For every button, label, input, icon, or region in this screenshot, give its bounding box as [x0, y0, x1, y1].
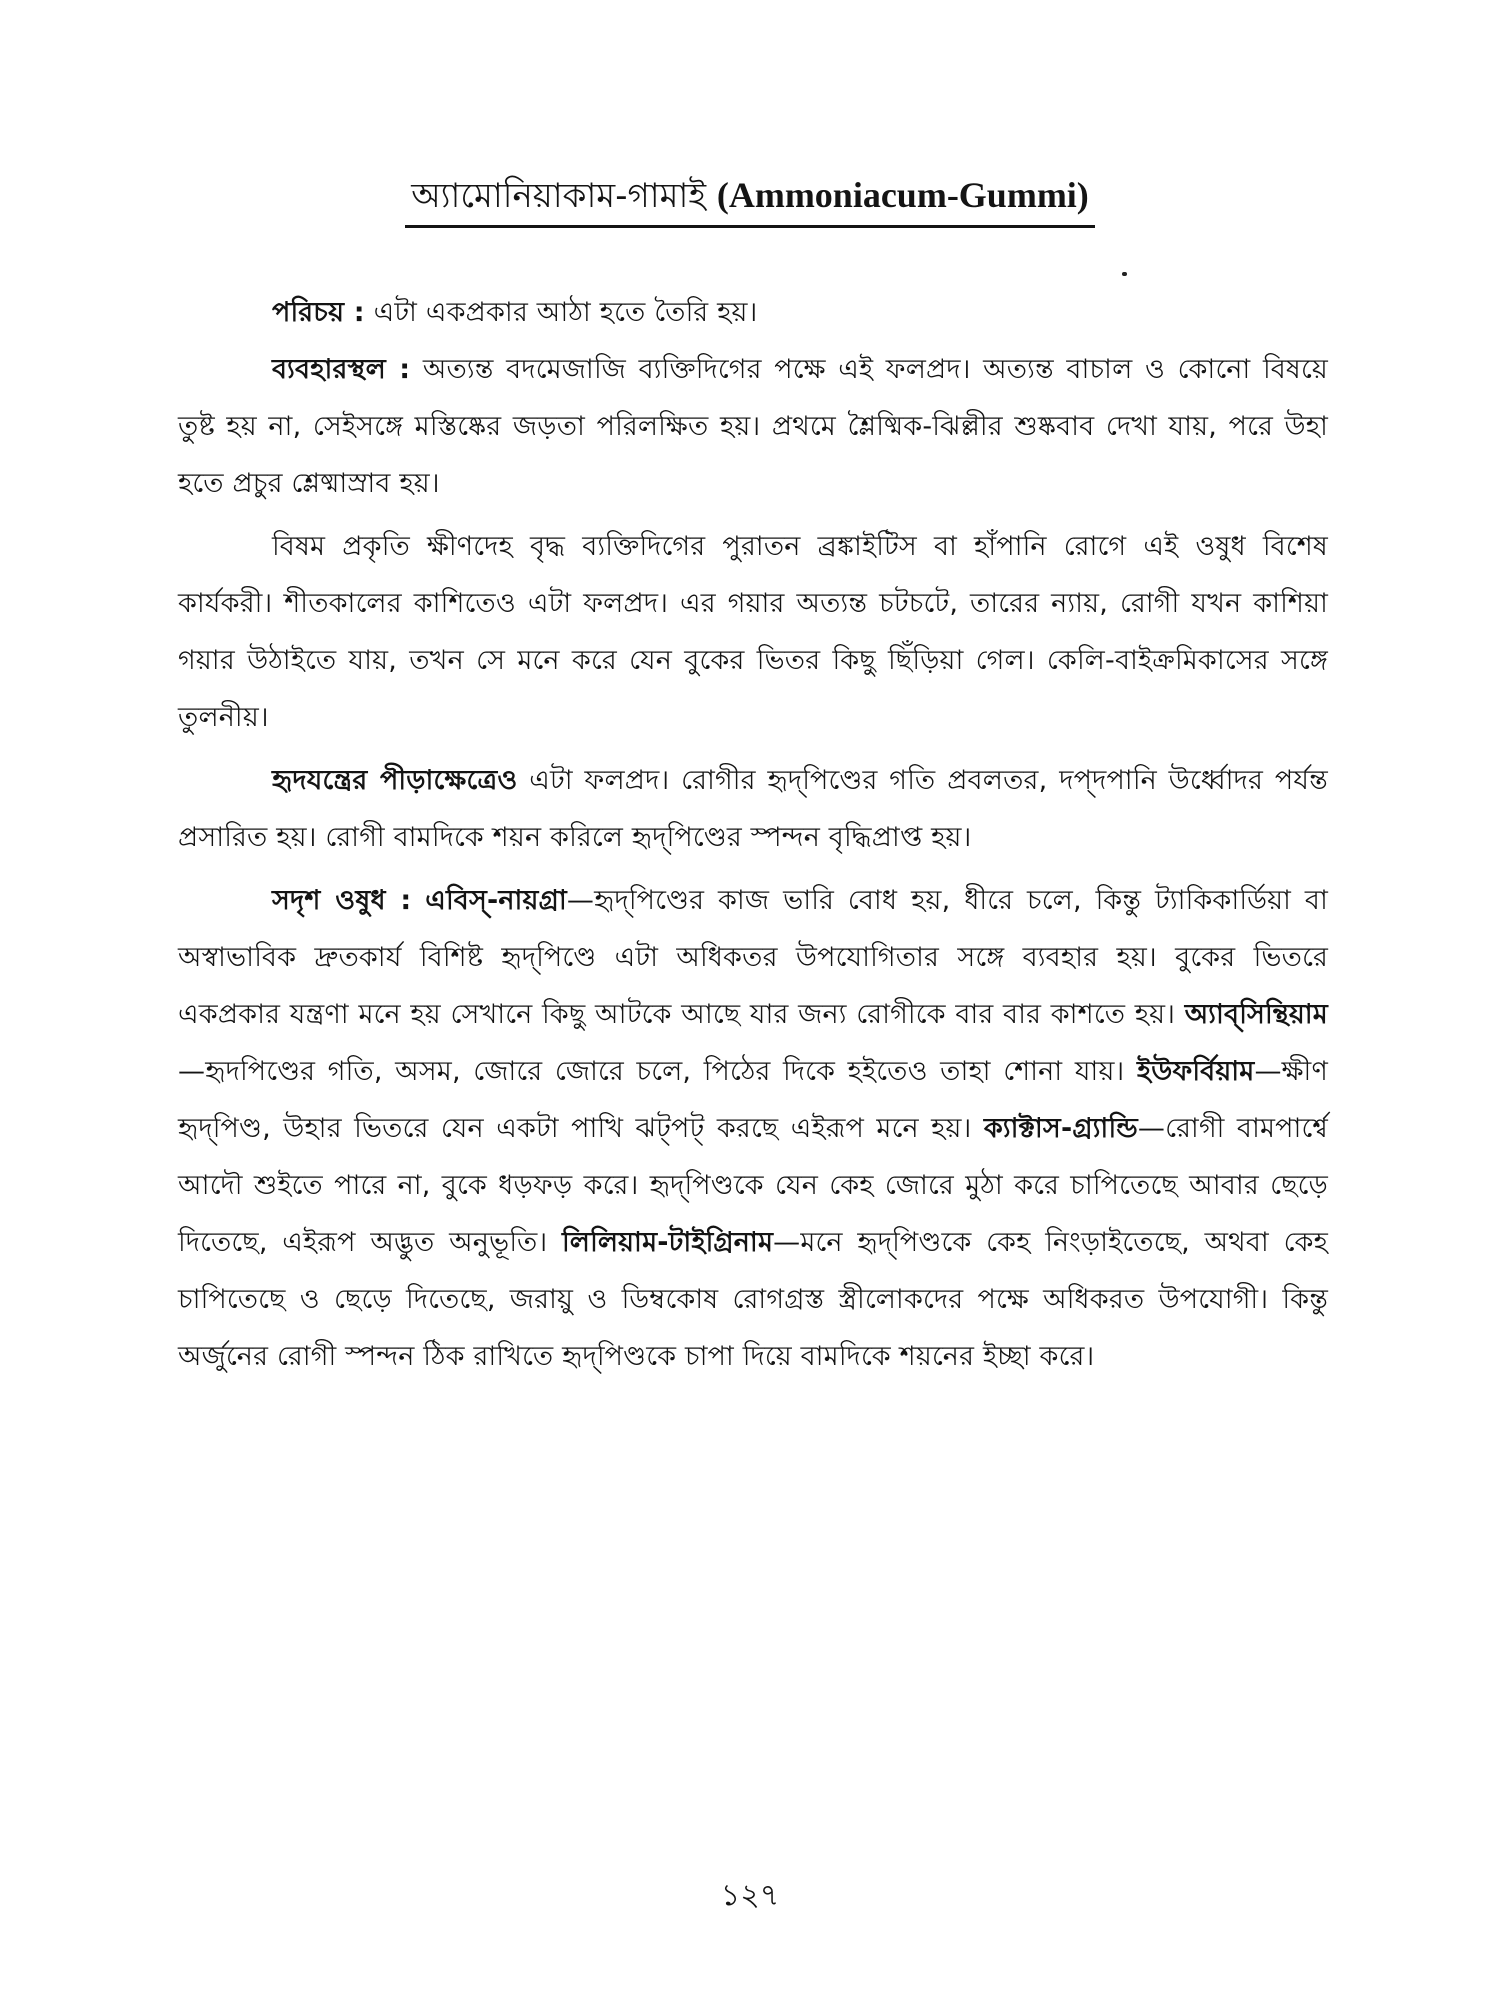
remedy-cactus-grandiflorus: ক্যাক্টাস-গ্র্যান্ডি: [983, 1113, 1138, 1144]
paragraph-intro: [178, 284, 1328, 341]
title-latin: (Ammoniacum-Gummi): [716, 175, 1089, 215]
remedy-euphorbium: ইউফর্বিয়াম: [1136, 1056, 1255, 1087]
intro-text: এটা একপ্রকার আঠা হতে তৈরি হয়।: [373, 297, 758, 328]
bronchitis-text: বিষম প্রকৃতি ক্ষীণদেহ বৃদ্ধ ব্যক্তিদিগের পুরাতন ব্রঙ্কাইটিস বা হাঁপানি রোগে এই ওষুধ বিশেষ কার্যকরী। শীতকালের কাশিতেও এটা ফলপ্রদ। এর গয়ার অত্যন্ত চটচটে, তারের ন্যায়, রোগী যখন কাশিয়া গয়ার উঠাইতে যায়, তখন সে মনে করে যেন বুকের ভিতর কিছু ছিঁড়িয়া গেল। কেলি-বাইক্রমিকাসের সঙ্গে তুলনীয়।: [178, 531, 1328, 733]
page-number: ১২৭: [720, 1878, 780, 1913]
remedy-euphorbium-text: —ক্ষীণ হৃদ্‌পিণ্ড, উহার ভিতরে যেন একটা পাখি ঝট্‌পট্‌ করছে এইরূপ মনে হয়।: [178, 1056, 1328, 1144]
chapter-heading: [0, 168, 1500, 228]
paragraph-similar-remedies: [178, 872, 1328, 1385]
paragraph-usage: [178, 341, 1328, 512]
usage-text: অত্যন্ত বদমেজাজি ব্যক্তিদিগের পক্ষে এই ফলপ্রদ। অত্যন্ত বাচাল ও কোনো বিষয়ে তুষ্ট হয় না, সেইসঙ্গে মস্তিষ্কের জড়তা পরিলক্ষিত হয়। প্রথমে শ্লৈষ্মিক-ঝিল্লীর শুষ্কবাব দেখা যায়, পরে উহা হতে প্রচুর শ্লেষ্মাস্রাব হয়।: [178, 354, 1328, 499]
remedy-lilium-tigrinum-text: —মনে হৃদ্‌পিণ্ডকে কেহ নিংড়াইতেছে, অথবা কেহ চাপিতেছে ও ছেড়ে দিতেছে, জরায়ু ও ডিম্বকোষ রোগগ্রস্ত স্ত্রীলোকদের পক্ষে অধিকরত উপযোগী। কিন্তু অর্জুনের রোগী স্পন্দন ঠিক রাখিতে হৃদ্‌পিণ্ডকে চাপা দিয়ে বামদিকে শয়নের ইচ্ছা করে।: [178, 1227, 1328, 1372]
remedy-absinthium: অ্যাব্‌সিন্থিয়াম: [1184, 999, 1328, 1030]
intro-label: পরিচয় :: [272, 297, 365, 328]
remedy-abies-nigra: এবিস্‌-নায়গ্রা: [425, 885, 567, 916]
paragraph-bronchitis: [178, 518, 1328, 746]
heart-text: এটা ফলপ্রদ। রোগীর হৃদ্‌পিণ্ডের গতি প্রবলতর, দপ্‌দপানি উর্ধ্বোদর পর্যন্ত প্রসারিত হয়। রোগী বামদিকে শয়ন করিলে হৃদ্‌পিণ্ডের স্পন্দন বৃদ্ধিপ্রাপ্ত হয়।: [178, 765, 1328, 853]
chapter-title: [405, 168, 1095, 228]
print-speck: [1122, 272, 1127, 276]
title-bengali: অ্যামোনিয়াকাম-গামাই: [411, 176, 707, 216]
body-text: [178, 284, 1328, 1385]
heart-label: হৃদযন্ত্রের পীড়াক্ষেত্রেও: [272, 765, 518, 796]
remedy-lilium-tigrinum: লিলিয়াম-টাইগ্রিনাম: [562, 1227, 774, 1258]
similar-label: সদৃশ ওষুধ :: [272, 885, 412, 916]
remedy-abies-nigra-text: —হৃদ্‌পিণ্ডের কাজ ভারি বোধ হয়, ধীরে চলে, কিন্তু ট্যাকিকার্ডিয়া বা অস্বাভাবিক দ্রুতকার্য বিশিষ্ট হৃদ্‌পিণ্ডে এটা অধিকতর উপযোগিতার সঙ্গে ব্যবহার হয়। বুকের ভিতরে একপ্রকার যন্ত্রণা মনে হয় সেখানে কিছু আটকে আছে যার জন্য রোগীকে বার বার কাশতে হয়।: [178, 885, 1328, 1030]
remedy-cactus-grandiflorus-text: —রোগী বামপার্শ্বে আদৌ শুইতে পারে না, বুকে ধড়ফড় করে। হৃদ্‌পিণ্ডকে যেন কেহ জোরে মুঠা করে চাপিতেছে আবার ছেড়ে দিতেছে, এইরূপ অদ্ভুত অনুভূতি।: [178, 1113, 1328, 1258]
paragraph-heart: [178, 752, 1328, 866]
usage-label: ব্যবহারস্থল :: [272, 354, 411, 385]
remedy-absinthium-text: —হৃদপিণ্ডের গতি, অসম, জোরে জোরে চলে, পিঠের দিকে হইতেও তাহা শোনা যায়।: [178, 1056, 1125, 1087]
